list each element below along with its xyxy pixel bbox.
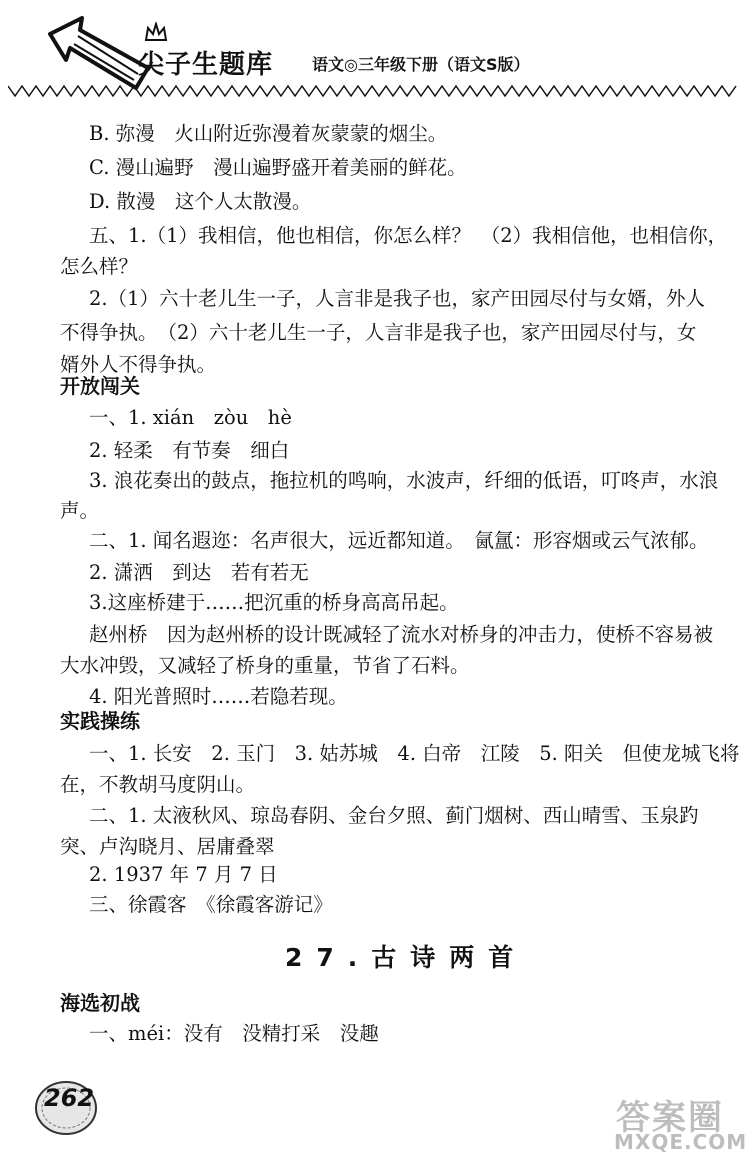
text-line: 一、1. 长安 2. 玉门 3. 姑苏城 4. 白帝 江陵 5. 阳关 但使龙城飞将	[89, 742, 740, 765]
text-line: 三、徐霞客 《徐霞客游记》	[89, 893, 333, 916]
text-line: 不得争执。 （2）六十老儿生一子，人言非是我子也，家产田园尽付与，女	[60, 321, 697, 344]
zigzag-divider	[8, 84, 740, 98]
text-line: 3. 浪花奏出的鼓点，拖拉机的鸣响，水波声，纤细的低语，叮咚声，水浪	[89, 469, 719, 492]
text-line: 3.这座桥建于……把沉重的桥身高高吊起。	[89, 591, 459, 614]
text-line: 二、1. 太液秋风、琼岛春阴、金台夕照、蓟门烟树、西山晴雪、玉泉趵	[89, 804, 699, 827]
section-heading: 海选初战	[60, 991, 140, 1015]
crown-icon	[144, 22, 168, 42]
text-line: 2. 1937 年 7 月 7 日	[89, 863, 278, 886]
section-heading: 开放闯关	[60, 374, 140, 398]
text-line: D. 散漫 这个人太散漫。	[89, 190, 312, 213]
text-line: 一、1. xián zòu hè	[89, 406, 292, 429]
text-line: 婿外人不得争执。	[60, 353, 217, 376]
text-line: 2. 轻柔 有节奏 细白	[89, 439, 290, 462]
text-line: 2. 潇洒 到达 若有若无	[89, 561, 309, 584]
text-line: 五、1.（1）我相信，他也相信，你怎么样？ （2）我相信他，也相信你，	[89, 224, 728, 247]
text-line: 大水冲毁，又减轻了桥身的重量，节省了石料。	[60, 654, 470, 677]
text-line: 赵州桥 因为赵州桥的设计既减轻了流水对桥身的冲击力，使桥不容易被	[89, 623, 714, 646]
watermark-url: MXQE.COM	[614, 1130, 748, 1154]
watermark-title: 答案圈	[616, 1098, 724, 1138]
page-number: 262	[44, 1084, 95, 1112]
text-line: 突、卢沟晓月、居庸叠翠	[60, 835, 275, 858]
header-subtitle: 语文◎三年级下册（语文S版）	[312, 55, 530, 74]
text-line: 二、1. 闻名遐迩：名声很大，远近都知道。 氤氲：形容烟或云气浓郁。	[89, 529, 709, 552]
text-line: 声。	[60, 499, 100, 522]
page-header	[0, 0, 750, 110]
text-line: B. 弥漫 火山附近弥漫着灰蒙蒙的烟尘。	[89, 122, 448, 145]
chapter-title: 27.古诗两首	[285, 943, 528, 972]
brand-logo	[138, 44, 273, 81]
watermark	[600, 1090, 748, 1160]
brand-text: 尖子生题库	[138, 50, 274, 80]
text-line: 怎么样？	[60, 255, 139, 278]
text-line: 一、méi：没有 没精打采 没趣	[89, 1022, 379, 1045]
text-line: 4. 阳光普照时……若隐若现。	[89, 685, 348, 708]
text-line: C. 漫山遍野 漫山遍野盛开着美丽的鲜花。	[89, 156, 467, 179]
section-heading: 实践操练	[60, 709, 140, 733]
text-line: 在，不教胡马度阴山。	[60, 773, 256, 796]
text-line: 2.（1）六十老儿生一子，人言非是我子也，家产田园尽付与女婿，外人	[89, 287, 706, 310]
